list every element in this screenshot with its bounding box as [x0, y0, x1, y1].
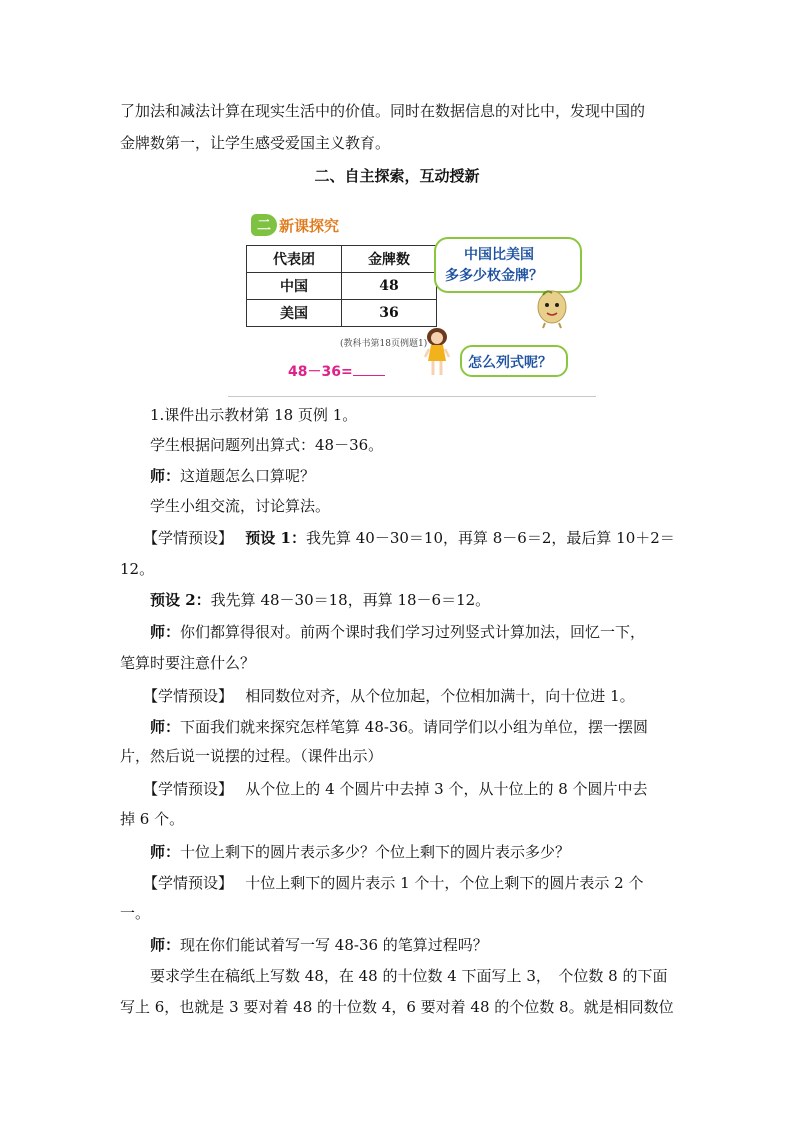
xueqing-label: 【学情预设】 — [143, 780, 226, 798]
equation — [288, 361, 385, 381]
body-paragraph: 师：十位上剩下的圆片表示多少？个位上剩下的圆片表示多少？ — [150, 843, 571, 861]
body-paragraph: 师：现在你们能试着写一写 48-36 的笔算过程吗？ — [150, 936, 488, 954]
body-paragraph: 片，然后说一说摆的过程。（课件出示） — [120, 747, 383, 765]
lesson-illustration — [228, 205, 596, 397]
table-header-cell: 金牌数 — [342, 246, 437, 273]
potato-character-icon — [533, 289, 571, 329]
table-cell: 美国 — [247, 300, 342, 327]
badge-title: 新课探究 — [279, 217, 340, 235]
equation-text: 48－36= — [288, 364, 353, 380]
table-header-cell: 代表团 — [247, 246, 342, 273]
teacher-label: 师： — [150, 467, 181, 485]
question-line-2: 多多少枚金牌？ — [445, 268, 543, 284]
body-paragraph: 学生根据问题列出算式：48－36。 — [150, 436, 384, 454]
section-title: 二、自主探索，互动授新 — [314, 167, 480, 185]
preset-label: 预设 2： — [150, 591, 211, 609]
table-header-row — [247, 246, 437, 273]
intro-line-1: 了加法和减法计算在现实生活中的价值。同时在数据信息的对比中，发现中国的 — [120, 102, 646, 120]
preset-label: 预设 1： — [245, 529, 306, 547]
xueqing-label: 【学情预设】 — [143, 874, 226, 892]
table-cell: 36 — [342, 300, 437, 327]
question-speech-bubble — [434, 237, 582, 293]
body-paragraph: 【学情预设】 相同数位对齐，从个位加起，个位相加满十，向十位进 1。 — [143, 687, 635, 705]
body-paragraph: 学生小组交流，讨论算法。 — [150, 497, 331, 515]
xueqing-label: 【学情预设】 — [143, 529, 226, 547]
body-paragraph: 12。 — [120, 560, 155, 578]
body-paragraph: 【学情预设】 十位上剩下的圆片表示 1 个十，个位上剩下的圆片表示 2 个 — [143, 874, 644, 892]
body-paragraph: 一。 — [120, 904, 151, 922]
body-paragraph: 笔算时要注意什么？ — [120, 654, 256, 672]
prompt-text: 怎么列式呢？ — [468, 355, 552, 371]
body-paragraph: 【学情预设】 预设 1：我先算 40－30＝10，再算 8－6＝2，最后算 10＋2＝ — [143, 529, 675, 547]
badge-number: 二 — [257, 218, 271, 234]
body-paragraph: 1.课件出示教材第 18 页例 1。 — [150, 406, 358, 424]
prompt-speech-bubble — [460, 345, 568, 377]
table-caption: (教科书第18页例题1) — [340, 339, 428, 349]
table-row — [247, 300, 437, 327]
question-line-1: 中国比美国 — [464, 247, 534, 263]
body-paragraph: 【学情预设】 从个位上的 4 个圆片中去掉 3 个，从十位上的 8 个圆片中去 — [143, 780, 648, 798]
answer-blank — [353, 363, 385, 376]
body-paragraph: 师：下面我们就来探究怎样笔算 48-36。请同学们以小组为单位，摆一摆圆 — [150, 718, 649, 736]
intro-line-2: 金牌数第一，让学生感受爱国主义教育。 — [120, 134, 391, 152]
body-paragraph: 师：这道题怎么口算呢？ — [150, 467, 316, 485]
teacher-label: 师： — [150, 936, 181, 954]
teacher-label: 师： — [150, 718, 181, 736]
body-paragraph: 要求学生在稿纸上写数 48，在 48 的十位数 4 下面写上 3， 个位数 8 的下面 — [150, 967, 668, 985]
xueqing-label: 【学情预设】 — [143, 687, 226, 705]
table-cell: 48 — [342, 273, 437, 300]
teacher-label: 师： — [150, 843, 181, 861]
body-paragraph: 掉 6 个。 — [120, 810, 185, 828]
medal-table — [246, 245, 437, 327]
body-paragraph: 预设 2：我先算 48－30＝18，再算 18－6＝12。 — [150, 591, 491, 609]
body-paragraph: 写上 6，也就是 3 要对着 48 的十位数 4，6 要对着 48 的个位数 8。就是相同数位 — [120, 998, 674, 1016]
table-cell: 中国 — [247, 273, 342, 300]
girl-character-icon — [424, 327, 450, 379]
body-paragraph: 师：你们都算得很对。前两个课时我们学习过列竖式计算加法，回忆一下， — [150, 623, 646, 641]
table-row — [247, 273, 437, 300]
teacher-label: 师： — [150, 623, 181, 641]
illustration-divider — [228, 396, 596, 397]
